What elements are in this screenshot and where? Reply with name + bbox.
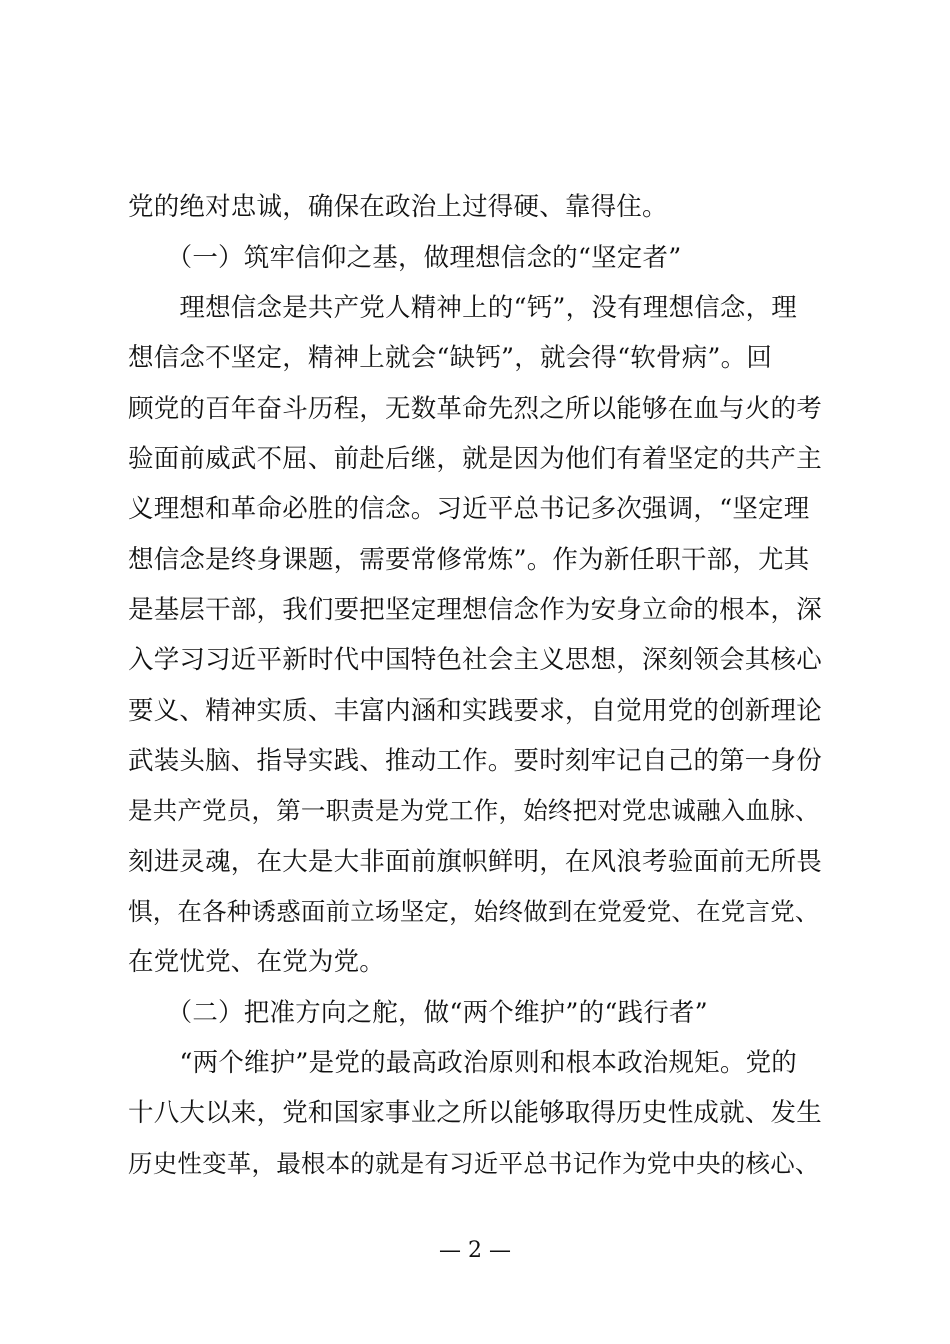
text-line: 想信念是终身课题，需要常修常炼”。作为新任职干部，尤其 — [128, 545, 810, 575]
text-line: 党的绝对忠诚，确保在政治上过得硬、靠得住。 — [128, 192, 668, 222]
text-line: 历史性变革，最根本的就是有习近平总书记作为党中央的核心、 — [128, 1149, 820, 1178]
page-number: — 2 — — [439, 1238, 511, 1263]
text-line: 理想信念是共产党人精神上的“钙”，没有理想信念，理 — [128, 293, 797, 323]
text-line: 入学习习近平新时代中国特色社会主义思想，深刻领会其核心 — [128, 645, 822, 675]
text-line: 武装头脑、指导实践、推动工作。要时刻牢记自己的第一身份 — [128, 746, 822, 776]
text-line: 要义、精神实质、丰富内涵和实践要求，自觉用党的创新理论 — [128, 696, 822, 726]
section-heading: （二）把准方向之舵，做“两个维护”的“践行者” — [128, 998, 708, 1028]
text-line: 是共产党员，第一职责是为党工作，始终把对党忠诚融入血脉、 — [128, 796, 820, 825]
text-line: 在党忧党、在党为党。 — [128, 947, 386, 977]
text-line: 十八大以来，党和国家事业之所以能够取得历史性成就、发生 — [128, 1098, 822, 1128]
text-line: 是基层干部，我们要把坚定理想信念作为安身立命的根本，深 — [128, 595, 822, 625]
text-line: 顾党的百年奋斗历程，无数革命先烈之所以能够在血与火的考 — [128, 394, 822, 424]
text-line: 义理想和革命必胜的信念。习近平总书记多次强调，“坚定理 — [128, 494, 810, 524]
text-line: 惧，在各种诱惑面前立场坚定，始终做到在党爱党、在党言党、 — [128, 897, 820, 926]
text-line: 验面前威武不屈、前赴后继，就是因为他们有着坚定的共产主 — [128, 444, 822, 474]
text-line: “两个维护”是党的最高政治原则和根本政治规矩。党的 — [128, 1048, 797, 1078]
text-line: 刻进灵魂，在大是大非面前旗帜鲜明，在风浪考验面前无所畏 — [128, 847, 822, 877]
text-line: 想信念不坚定，精神上就会“缺钙”，就会得“软骨病”。回 — [128, 343, 773, 373]
section-heading: （一）筑牢信仰之基，做理想信念的“坚定者” — [128, 243, 682, 273]
